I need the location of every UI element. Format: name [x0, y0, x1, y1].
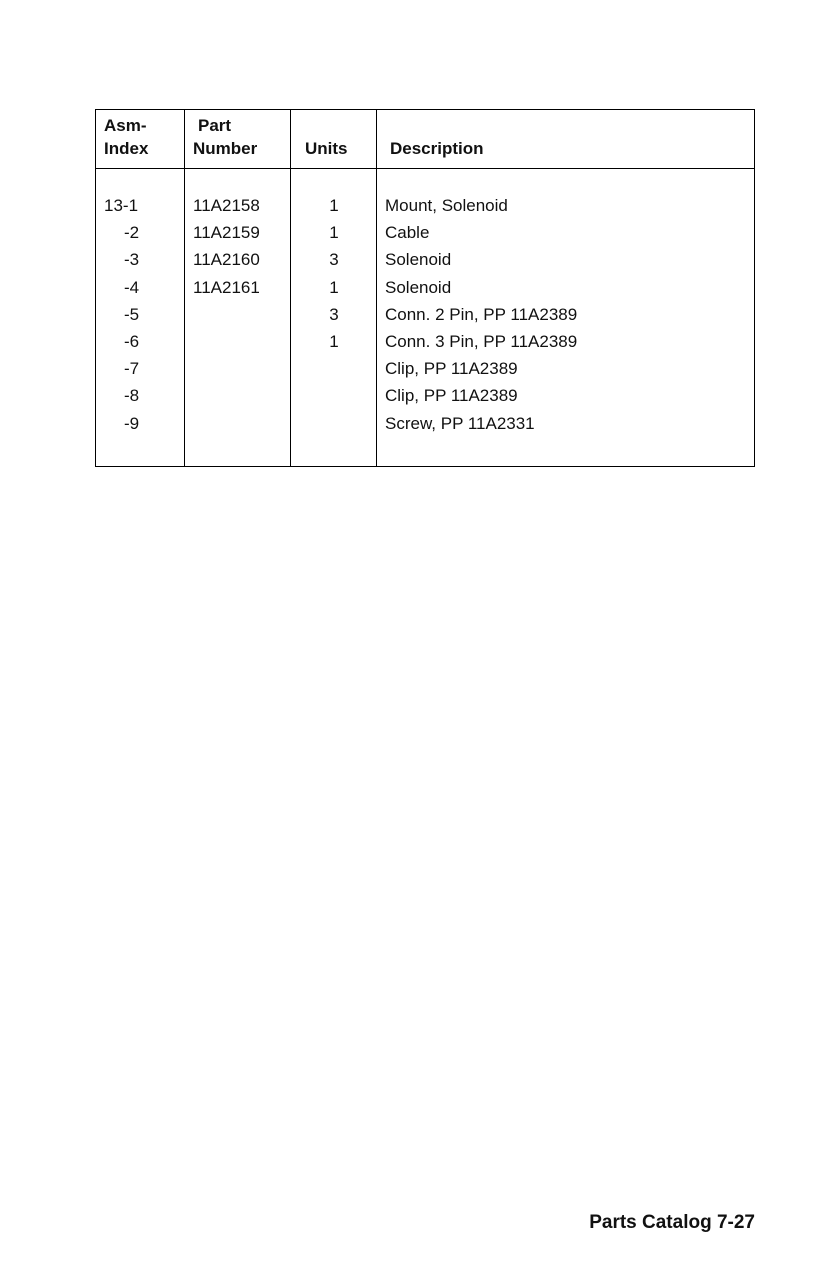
- cell-asm-index: -4: [124, 277, 140, 297]
- header-part-number-line2: Number: [193, 139, 258, 158]
- header-description: Description: [390, 139, 484, 158]
- cell-units: 1: [329, 277, 339, 297]
- header-part-number-line1: Part: [198, 116, 232, 135]
- cell-description: Clip, PP 11A2389: [385, 359, 518, 379]
- cell-asm-index: -7: [124, 359, 140, 379]
- cell-part-number: 11A2159: [193, 223, 260, 243]
- cell-asm-index: -3: [124, 250, 140, 270]
- header-units: Units: [305, 139, 348, 158]
- cell-units: 1: [329, 196, 339, 215]
- cell-description: Screw, PP 11A2331: [385, 413, 535, 433]
- header-asm-index: [104, 114, 148, 160]
- cell-units: 3: [329, 304, 339, 324]
- cell-units: 1: [329, 332, 339, 351]
- cell-asm-index: -2: [124, 223, 140, 243]
- cell-description: Conn. 2 Pin, PP 11A2389: [385, 304, 578, 324]
- cell-units: 3: [329, 250, 339, 270]
- header-asm-index-line1: Asm-: [104, 116, 147, 135]
- cell-asm-index: -5: [124, 304, 140, 324]
- cell-description: Mount, Solenoid: [385, 196, 508, 215]
- column-divider: [376, 110, 377, 466]
- cell-part-number: 11A2158: [193, 196, 260, 215]
- cell-part-number: 11A2161: [193, 277, 260, 297]
- cell-units: 1: [329, 223, 339, 243]
- header-asm-index-line2: Index: [104, 139, 149, 158]
- page-footer: Parts Catalog 7-27: [589, 1212, 755, 1233]
- header-part-number: [193, 114, 257, 160]
- cell-description: Conn. 3 Pin, PP 11A2389: [385, 332, 578, 351]
- cell-asm-index: -6: [124, 332, 140, 351]
- cell-description: Clip, PP 11A2389: [385, 386, 518, 406]
- cell-description: Solenoid: [385, 250, 452, 270]
- cell-description: Solenoid: [385, 277, 452, 297]
- cell-asm-index: -9: [124, 413, 140, 433]
- cell-part-number: 11A2160: [193, 250, 260, 270]
- cell-asm-index: -8: [124, 386, 140, 406]
- cell-asm-index: 13-1: [104, 196, 139, 215]
- cell-description: Cable: [385, 223, 430, 243]
- parts-table: [95, 109, 755, 467]
- header-divider: [96, 168, 754, 169]
